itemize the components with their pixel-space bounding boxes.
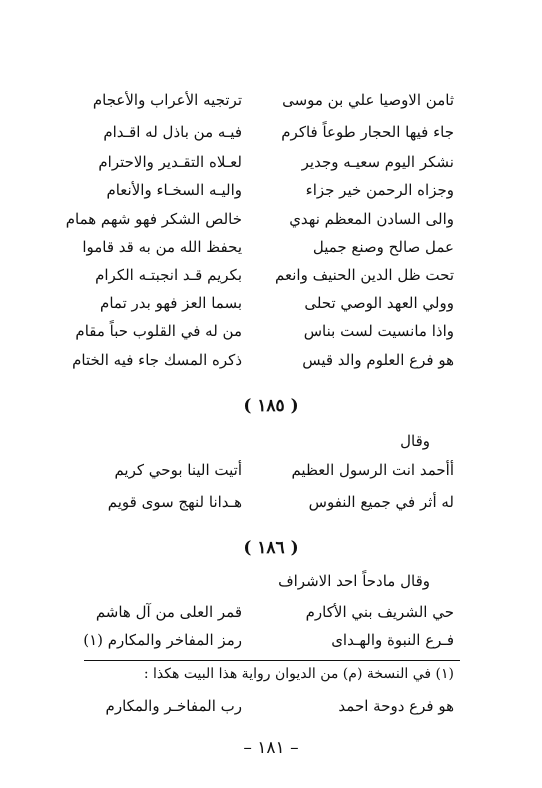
verse-left: خالص الشكر فهو شهم همام (65, 210, 242, 228)
verse-right: ثامن الاوصيا علي بن موسى (282, 91, 454, 109)
verse-right: تحت ظل الدين الحنيف وانعم (275, 266, 454, 284)
verse-left: رمز المفاخر والمكارم (١) (83, 631, 242, 649)
verse-left: ذكره المسك جاء فيه الختام (72, 351, 242, 369)
footnote-verse-left: رب المفاخـر والمكارم (105, 697, 242, 715)
verse-right: أأحمد انت الرسول العظيم (291, 461, 454, 479)
poem-number: ( ١٨٦ ) (243, 538, 299, 558)
verse-right: وجزاه الرحمن خير جزاء (305, 181, 454, 199)
verse-right: له أثر في جميع النفوس (308, 493, 454, 511)
verse-right: والى السادن المعظم نهدي (289, 210, 454, 228)
verse-right: هو فرع العلوم والد قيس (302, 351, 454, 369)
verse-left: قمر العلى من آل هاشم (95, 603, 242, 621)
footnote-text: (١) في النسخة (م) من الديوان رواية هذا البيت هكذا : (143, 666, 454, 682)
verse-right: جاء فيها الحجار طوعاً فاكرم (281, 123, 454, 141)
verse-left: هـدانا لنهج سوى قويم (107, 493, 242, 511)
verse-right: وولي العهد الوصي تحلى (304, 294, 454, 312)
poem-intro: وقال مادحاً احد الاشراف (278, 572, 430, 590)
poem-intro: وقال (400, 432, 430, 450)
verse-left: من له في القلوب حباً مقام (75, 322, 242, 340)
footnote-verse-right: هو فرع دوحة احمد (338, 697, 454, 715)
verse-right: نشكر اليوم سعيـه وجدير (301, 153, 454, 171)
verse-left: ترتجيه الأعراب والأعجام (92, 91, 242, 109)
verse-left: يحفظ الله من به قد قاموا (82, 238, 242, 256)
poem-number: ( ١٨٥ ) (243, 396, 299, 416)
verse-left: واليـه السخـاء والأنعام (106, 181, 242, 199)
verse-right: واذا مانسيت لست بناس (303, 322, 454, 340)
footnote-divider (84, 660, 460, 661)
verse-left: بسما العز فهو بدر تمام (100, 294, 242, 312)
verse-left: لعـلاه التقـدير والاحترام (98, 153, 242, 171)
page-number: – ١٨١ – (243, 738, 299, 758)
verse-left: فيـه من باذل له اقـدام (103, 123, 242, 141)
verse-left: أتيت الينا بوحي كريم (114, 461, 242, 479)
verse-left: بكريم قـد انجبتـه الكرام (95, 266, 242, 284)
verse-right: فـرع النبوة والهـداى (331, 631, 454, 649)
verse-right: عمل صالح وصنع جميل (312, 238, 454, 256)
verse-right: حي الشريف بني الأكارم (305, 603, 454, 621)
